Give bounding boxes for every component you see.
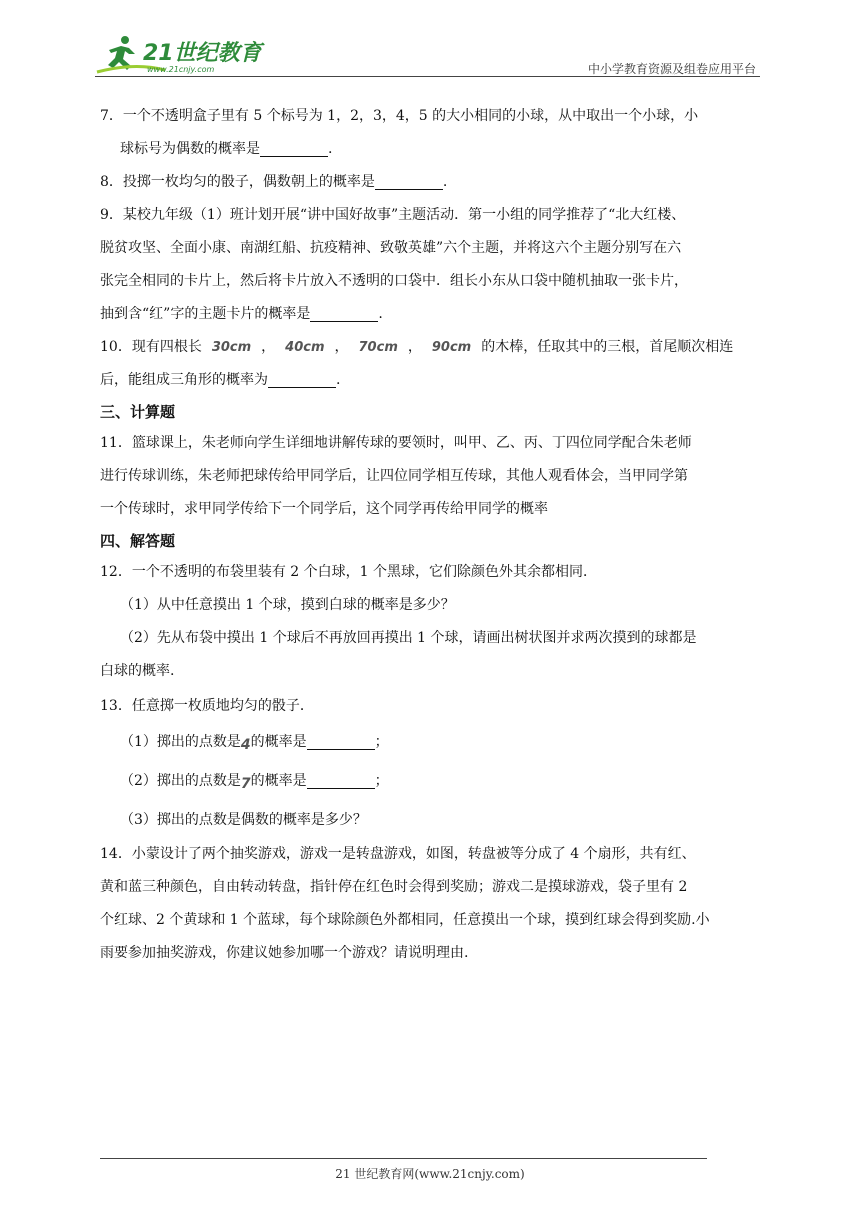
q12-line1: 12．一个不透明的布袋里装有 2 个白球，1 个黑球，它们除颜色外其余都相同． [100, 564, 597, 580]
section-heading-3: 三、计算题 [100, 403, 176, 421]
separator: ， [334, 339, 349, 355]
length-40cm: 40cm [285, 340, 325, 355]
period: . [378, 306, 383, 322]
q9-line2: 脱贫攻坚、全面小康、南湖红船、抗疫精神、致敬英雄”六个主题，并将这六个主题分别写在六 [100, 240, 682, 256]
question-12 [100, 556, 764, 688]
q13-sub2-b: 的概率是 [250, 773, 307, 789]
q13-line1: 13．任意掷一枚质地均匀的骰子． [100, 698, 314, 714]
q12-sub1: （1）从中任意摸出 1 个球，摸到白球的概率是多少？ [120, 597, 455, 613]
semicolon: ； [374, 734, 389, 750]
number-4: 4 [240, 737, 251, 753]
q7-line1: 7．一个不透明盒子里有 5 个标号为 1，2，3，4，5 的大小相同的小球，从中取出一个小球，小 [100, 108, 699, 124]
period: . [336, 372, 341, 388]
q11-line1: 11．篮球课上，朱老师向学生详细地讲解传球的要领时，叫甲、乙、丙、丁四位同学配合朱老师 [100, 435, 692, 451]
length-90cm: 90cm [431, 340, 472, 355]
header-divider [95, 76, 760, 77]
answer-blank[interactable] [375, 171, 443, 190]
logo-text: 21世纪教育 [143, 41, 262, 66]
q13-sub3: （3）掷出的点数是偶数的概率是多少？ [120, 812, 367, 828]
answer-blank[interactable] [310, 303, 378, 322]
question-10 [100, 331, 764, 397]
semicolon: ； [374, 773, 389, 789]
logo-url: www.21cnjy.com [147, 65, 215, 74]
answer-blank[interactable] [260, 138, 328, 157]
number-7: 7 [240, 776, 251, 792]
footer-divider [100, 1158, 707, 1159]
answer-blank[interactable] [307, 731, 375, 750]
length-70cm: 70cm [358, 340, 398, 355]
q11-line3: 一个传球时，求甲同学传给下一个同学后，这个同学再传给甲同学的概率 [100, 501, 548, 517]
q14-line3: 个红球、2 个黄球和 1 个蓝球，每个球除颜色外都相同，任意摸出一个球，摸到红球会得到奖励.小 [100, 912, 710, 928]
header-platform-text: 中小学教育资源及组卷应用平台 [587, 62, 756, 76]
page-header [95, 32, 760, 80]
q13-sub1-b: 的概率是 [250, 734, 307, 750]
q9-line1: 9．某校九年级（1）班计划开展“讲中国好故事”主题活动．第一小组的同学推荐了“北大红楼、 [100, 207, 686, 223]
question-8 [100, 166, 764, 199]
q10-tail: 的木棒，任取其中的三根，首尾顺次相连 [481, 339, 734, 355]
logo-runner-icon [95, 32, 265, 76]
question-content [100, 100, 764, 970]
question-11 [100, 427, 764, 526]
answer-blank[interactable] [268, 369, 336, 388]
q13-sub2-a: （2）掷出的点数是 [120, 773, 241, 789]
section-heading-4: 四、解答题 [100, 532, 176, 550]
q12-sub2-line2: 白球的概率. [100, 663, 175, 679]
q10-lead: 10．现有四根长 [100, 339, 202, 355]
q9-line4: 抽到含“红”字的主题卡片的概率是 [100, 306, 311, 322]
question-14 [100, 838, 764, 970]
q7-line2: 球标号为偶数的概率是 [120, 141, 260, 157]
q9-line3: 张完全相同的卡片上，然后将卡片放入不透明的口袋中．组长小东从口袋中随机抽取一张卡片， [100, 273, 688, 289]
question-7 [100, 100, 764, 166]
q14-line2: 黄和蓝三种颜色，自由转动转盘，指针停在红色时会得到奖励；游戏二是摸球游戏，袋子里有 2 [100, 879, 688, 895]
q11-line2: 进行传球训练，朱老师把球传给甲同学后，让四位同学相互传球，其他人观看体会，当甲同学第 [100, 468, 688, 484]
separator: ， [407, 339, 422, 355]
q14-line4: 雨要参加抽奖游戏，你建议她参加哪一个游戏？请说明理由. [100, 945, 469, 961]
period: . [328, 141, 333, 157]
period: . [442, 174, 448, 190]
q13-sub1-a: （1）掷出的点数是 [120, 734, 241, 750]
q8-text: 8．投掷一枚均匀的骰子，偶数朝上的概率是 [100, 174, 375, 190]
q10-line2: 后，能组成三角形的概率为 [100, 372, 268, 388]
length-30cm: 30cm [211, 340, 252, 355]
separator: ， [261, 339, 276, 355]
question-9 [100, 199, 764, 331]
q14-line1: 14．小蒙设计了两个抽奖游戏，游戏一是转盘游戏，如图，转盘被等分成了 4 个扇形，共有红、 [100, 846, 696, 862]
footer-text: 21 世纪教育网(www.21cnjy.com) [335, 1167, 525, 1181]
q12-sub2-line1: （2）先从布袋中摸出 1 个球后不再放回再摸出 1 个球，请画出树状图并求两次摸到的球都是 [120, 630, 697, 646]
logo [95, 32, 265, 76]
answer-blank[interactable] [307, 770, 375, 789]
question-13 [100, 688, 764, 838]
